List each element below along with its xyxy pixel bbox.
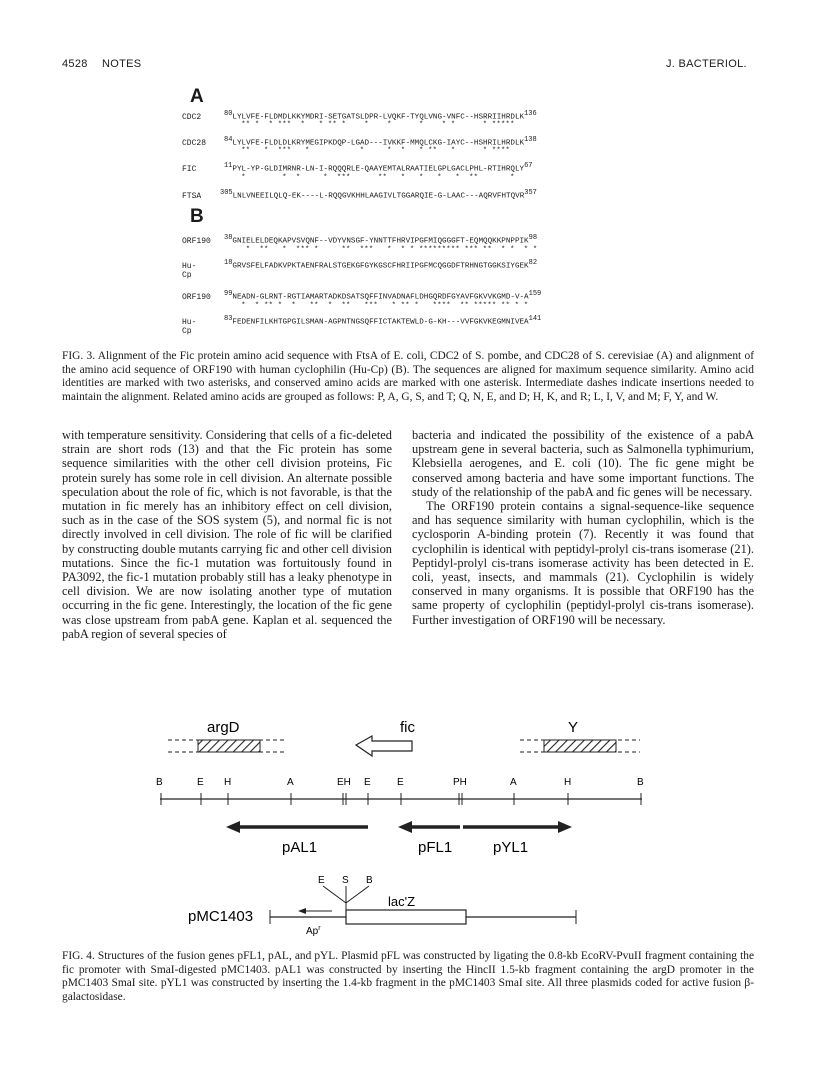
fic-gene-arrow — [356, 736, 412, 756]
page-number: 4528 — [62, 58, 88, 70]
seq-name: Hu-Cp — [182, 318, 197, 336]
pMC1403-construct — [188, 875, 576, 937]
svg-text:pYL1: pYL1 — [493, 839, 529, 856]
svg-text:pFL1: pFL1 — [418, 839, 453, 856]
panel-a-label: A — [190, 86, 204, 107]
site-tick — [637, 777, 644, 805]
y-gene-box — [520, 740, 640, 752]
site-tick — [397, 777, 404, 805]
fragment-pAL1 — [226, 821, 368, 856]
seq-name: CDC28 — [182, 139, 207, 148]
svg-text:pAL1: pAL1 — [282, 839, 318, 856]
sequence-row: $^{99}NEADN-GLRNT-RGTIAMARTADKDSATSQFFINVADNAFLDHGQRDFGYAVFGKVVKGMD-V-A^{159}$ — [224, 290, 542, 302]
seq-name: FIC — [182, 165, 197, 174]
sequence-row: $^{11}$PYL-YP-GLDIMRNR-LN-I-RQQQRLE-QAAYEMTALRAATIELGPLGACLPHL-RTIHRQLY$^{67}$ — [224, 162, 533, 174]
right-paragraph-2: The ORF190 protein contains a signal-sequence-like sequence and has sequence similarity with human cyclophilin, which is the cyclosporin A-binding protein (7). Recently it was found that cyclophilin is identical with peptidyl-prolyl cis-trans isomerase (21). Peptidyl-prolyl cis-trans isomerase activity has been detected in E. coli, yeast, insects, and mammals (21). Cyclophilin is widely conserved in many organisms. It is possible that ORF190 has the same property of cyclophilin (peptidyl-prolyl cis-trans isomerase). Further investigation of ORF190 will be necessary. — [412, 499, 754, 627]
figure-4-caption: FIG. 4. Structures of the fusion genes pFL1, pAL, and pYL. Plasmid pFL was constructed by ligating the 0.8-kb EcoRV-PvuII fragment containing the fic promoter with SmaI-digested pMC1403. pAL1 was constructed by inserting the HincII 1.5-kb fragment containing the argD promoter in the pMC1403 SmaI site. pYL1 was constructed by inserting the 1.4-kb fragment in the pMC1403 SmaI site. All three plasmids coded for active fusion β-galactosidase. — [62, 950, 754, 1003]
svg-text:H: H — [224, 777, 232, 788]
svg-text:E: E — [364, 777, 371, 788]
site-tick — [453, 777, 467, 805]
fragment-pYL1 — [463, 821, 572, 856]
restriction-map — [156, 777, 644, 805]
site-tick — [156, 777, 163, 805]
gene-label-fic: fic — [400, 719, 415, 736]
sequence-row: $^{18}$GRVSFELFADKVPKTAENFRALSTGEKGFGYKGSCFHRIIPGFMCQGGDFTRHNGTGGKSIYGEK$^{82}$ — [224, 259, 538, 271]
svg-text:B: B — [156, 777, 163, 788]
seq-name: ORF190 — [182, 237, 211, 246]
journal-name: J. BACTERIOL. — [666, 58, 747, 70]
site-tick — [510, 777, 517, 805]
seq-name: CDC2 — [182, 113, 202, 122]
svg-text:A: A — [287, 777, 294, 788]
sequence-row: $^{84}$LYLVFE-FLDLDLKRYMEGIPKDQP-LGAD---IVKKF-MMQLCKG-IAYC--HSHRILHRDLK$^{138}$ — [224, 136, 537, 148]
svg-text:E: E — [197, 777, 204, 788]
lacz-label: lac'Z — [388, 894, 416, 909]
lacz-box — [346, 910, 466, 924]
svg-text:A: A — [510, 777, 517, 788]
figure-3-caption: FIG. 3. Alignment of the Fic protein amino acid sequence with FtsA of E. coli, CDC2 of S. pombe, and CDC28 of S. cerevisiae (A) and alignment of the amino acid sequence of ORF190 with human cyclophilin (Hu-Cp) (B). The sequences are aligned for maximum sequence similarity. Amino acid identities are marked with two asterisks, and conserved amino acids are marked with one asterisk. Intermediate dashes indicate insertions needed to maintain the alignment. Related amino acids are grouped as follows: P, A, G, S, and T; Q, N, E, and D; H, K, and R; L, I, V, and M; F, Y, and W. — [62, 350, 754, 403]
gene-label-y: Y — [568, 719, 579, 736]
panel-b-label: B — [190, 206, 204, 227]
site-tick — [564, 777, 571, 805]
svg-text:B: B — [637, 777, 644, 788]
site-tick — [287, 777, 294, 805]
section-title: NOTES — [102, 58, 142, 70]
svg-text:PH: PH — [453, 777, 467, 788]
seq-name: FTSA — [182, 192, 202, 201]
sequence-row: $^{305}$LNLVNEEILQLQ-EK----L-RQQGVKHHLAAGIVLTGGARQIE-G-LAAC---AQRVFHTQVR$^{357}$ — [220, 189, 537, 201]
sequence-row: $^{80}$LYLVFE-FLDMDLKKYMDRI-SETGATSLDPR-LVQKF-TYQLVNG-VNFC--HSRRIIHRDLK$^{136}$ — [224, 110, 537, 122]
right-paragraph-1: bacteria and indicated the possibility of the existence of a pabA upstream gene in several bacteria, such as Salmonella typhimurium, Klebsiella aerogenes, and E. coli (10). The fic gene might be conserved among bacteria and have some important functions. The study of the relationship of the pabA and fic genes will be necessary. — [412, 428, 754, 499]
body-left-column: with temperature sensitivity. Considering that cells of a fic-deleted strain are short rods (13) and that the Fic protein has some sequence similarities with the other cell division proteins, Fic protein surely has some role in cell division. An alternate possible speculation about the role of fic, which is not favorable, is that the mutation in fic merely has an inhibitory effect on cell division, such as in the case of the SOS system (5), and normal fic is not directly involved in cell division. The role of fic will be clarified by constructing double mutants carrying fic and other cell division mutations. Since the fic-1 mutation was fortuitously found in PA3092, the fic-1 mutation probably still has a leaky phenotype in cell division. We are now isolating another type of mutation occurring in the fic gene. Interestingly, the location of the fic gene was close upstream from pabA gene. Kaplan et al. sequenced the pabA region of several species of — [62, 428, 392, 641]
fragment-pFL1 — [398, 821, 460, 856]
identity-stars: * ** * *** * ** *** * * * ********* *** ** * * * * — [232, 246, 538, 254]
seq-name: Hu-Cp — [182, 262, 197, 280]
site-tick — [337, 777, 351, 805]
plasmid-site: E — [318, 875, 325, 886]
sequence-row: $^{83}$FEDENFILKHTGPGILSMAN-AGPNTNGSQFFICTAKTEWLD-G-KH---VVFGKVKEGMNIVEA$^{141}$ — [224, 315, 542, 327]
seq-name: ORF190 — [182, 293, 211, 302]
gene-label-argD: argD — [207, 719, 240, 736]
svg-text:E: E — [397, 777, 404, 788]
svg-text:EH: EH — [337, 777, 351, 788]
identity-stars: ** * *** * * * * * ** * * **** — [232, 147, 510, 155]
svg-text:H: H — [564, 777, 572, 788]
ap-label: Ap$^r$ — [306, 925, 321, 937]
identity-stars: * * ** * * ** * ** *** * ** * **** ** ***** ** * * — [232, 302, 529, 310]
site-tick — [364, 777, 371, 805]
identity-stars: ** * * *** * * ** * * * * * * * ***** — [232, 121, 515, 129]
site-tick — [224, 777, 231, 805]
site-tick — [197, 777, 204, 805]
identity-stars: * * * * *** ** * * * * ** * — [232, 174, 515, 182]
plasmid-site: S — [342, 875, 349, 886]
sequence-row: $^{38}$GNIELELDEQKAPVSVQNF--VDYVNSGF-YNNTTFHRVIPGFMIQGGGFT-EQMQQKKPNPPIK$^{98}$ — [224, 234, 538, 246]
argD-gene-box — [168, 740, 286, 752]
plasmid-label: pMC1403 — [188, 908, 254, 925]
plasmid-site: B — [366, 875, 373, 886]
